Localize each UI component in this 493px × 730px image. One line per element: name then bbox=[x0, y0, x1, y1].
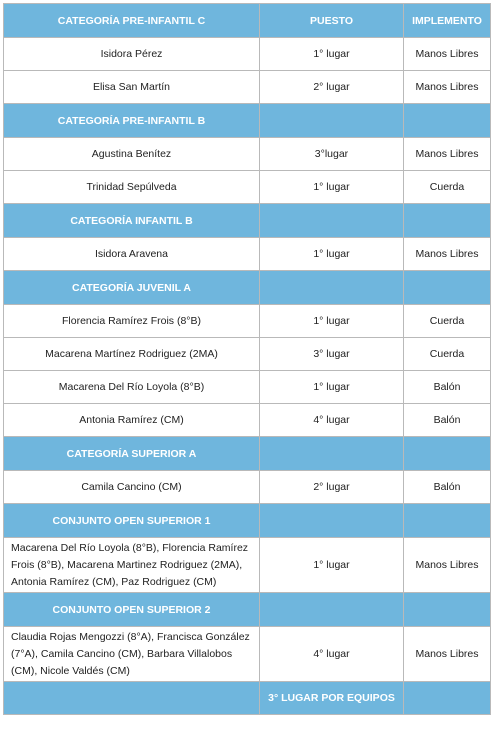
category-header-row bbox=[4, 437, 491, 471]
table-row bbox=[4, 238, 491, 271]
empty-cell bbox=[4, 682, 260, 715]
category-header-row bbox=[4, 504, 491, 538]
placement: 1° lugar bbox=[260, 38, 404, 71]
category-heading: CONJUNTO OPEN SUPERIOR 1 bbox=[4, 504, 260, 538]
category-heading: CATEGORÍA SUPERIOR A bbox=[4, 437, 260, 471]
empty-cell bbox=[404, 682, 491, 715]
category-heading: CATEGORÍA INFANTIL B bbox=[4, 204, 260, 238]
table-row bbox=[4, 538, 491, 593]
category-header-row bbox=[4, 104, 491, 138]
category-header-row bbox=[4, 271, 491, 305]
placement: 4° lugar bbox=[260, 404, 404, 437]
table-header-row bbox=[4, 4, 491, 38]
empty-cell bbox=[260, 271, 404, 305]
results-table bbox=[3, 3, 491, 715]
category-heading: CATEGORÍA PRE-INFANTIL B bbox=[4, 104, 260, 138]
placement: 2° lugar bbox=[260, 71, 404, 104]
athlete-name: Isidora Pérez bbox=[4, 38, 260, 71]
table-row bbox=[4, 305, 491, 338]
apparatus: Manos Libres bbox=[404, 538, 491, 593]
empty-cell bbox=[404, 504, 491, 538]
apparatus: Manos Libres bbox=[404, 238, 491, 271]
placement: 4° lugar bbox=[260, 627, 404, 682]
apparatus: Balón bbox=[404, 404, 491, 437]
athlete-name: Elisa San Martín bbox=[4, 71, 260, 104]
athlete-name: Antonia Ramírez (CM) bbox=[4, 404, 260, 437]
empty-cell bbox=[404, 104, 491, 138]
footer-row bbox=[4, 682, 491, 715]
placement: 1° lugar bbox=[260, 238, 404, 271]
athlete-name: Isidora Aravena bbox=[4, 238, 260, 271]
empty-cell bbox=[404, 204, 491, 238]
empty-cell bbox=[260, 204, 404, 238]
athlete-name: Macarena Del Río Loyola (8°B) bbox=[4, 371, 260, 404]
athlete-name: Agustina Benítez bbox=[4, 138, 260, 171]
empty-cell bbox=[404, 437, 491, 471]
placement: 2° lugar bbox=[260, 471, 404, 504]
placement: 1° lugar bbox=[260, 371, 404, 404]
table-row bbox=[4, 38, 491, 71]
athlete-name: Trinidad Sepúlveda bbox=[4, 171, 260, 204]
table-row bbox=[4, 71, 491, 104]
athlete-name: Florencia Ramírez Frois (8°B) bbox=[4, 305, 260, 338]
apparatus: Balón bbox=[404, 471, 491, 504]
table-row bbox=[4, 138, 491, 171]
apparatus: Manos Libres bbox=[404, 71, 491, 104]
apparatus: Manos Libres bbox=[404, 38, 491, 71]
empty-cell bbox=[404, 593, 491, 627]
empty-cell bbox=[404, 271, 491, 305]
category-heading: CATEGORÍA JUVENIL A bbox=[4, 271, 260, 305]
puesto-column-header: PUESTO bbox=[260, 4, 404, 38]
apparatus: Cuerda bbox=[404, 171, 491, 204]
placement: 1° lugar bbox=[260, 171, 404, 204]
table-row bbox=[4, 171, 491, 204]
empty-cell bbox=[260, 104, 404, 138]
table-row bbox=[4, 371, 491, 404]
category-heading: CATEGORÍA PRE-INFANTIL C bbox=[4, 4, 260, 38]
placement: 3°lugar bbox=[260, 138, 404, 171]
athlete-name: Macarena Martínez Rodriguez (2MA) bbox=[4, 338, 260, 371]
apparatus: Balón bbox=[404, 371, 491, 404]
table-row bbox=[4, 338, 491, 371]
team-members: Macarena Del Río Loyola (8°B), Florencia Ramírez Frois (8°B), Macarena Martinez Rodriguez (2MA), Antonia Ramírez (CM), Paz Rodriguez (CM) bbox=[4, 538, 260, 593]
table-row bbox=[4, 404, 491, 437]
empty-cell bbox=[260, 593, 404, 627]
placement: 3° lugar bbox=[260, 338, 404, 371]
placement: 1° lugar bbox=[260, 538, 404, 593]
empty-cell bbox=[260, 504, 404, 538]
empty-cell bbox=[260, 437, 404, 471]
category-header-row bbox=[4, 204, 491, 238]
team-place-label: 3° LUGAR POR EQUIPOS bbox=[260, 682, 404, 715]
category-heading: CONJUNTO OPEN SUPERIOR 2 bbox=[4, 593, 260, 627]
implemento-column-header: IMPLEMENTO bbox=[404, 4, 491, 38]
table-row bbox=[4, 471, 491, 504]
apparatus: Manos Libres bbox=[404, 627, 491, 682]
apparatus: Manos Libres bbox=[404, 138, 491, 171]
table-row bbox=[4, 627, 491, 682]
athlete-name: Camila Cancino (CM) bbox=[4, 471, 260, 504]
placement: 1° lugar bbox=[260, 305, 404, 338]
category-header-row bbox=[4, 593, 491, 627]
apparatus: Cuerda bbox=[404, 338, 491, 371]
team-members: Claudia Rojas Mengozzi (8°A), Francisca González (7°A), Camila Cancino (CM), Barbara Villalobos (CM), Nicole Valdés (CM) bbox=[4, 627, 260, 682]
apparatus: Cuerda bbox=[404, 305, 491, 338]
